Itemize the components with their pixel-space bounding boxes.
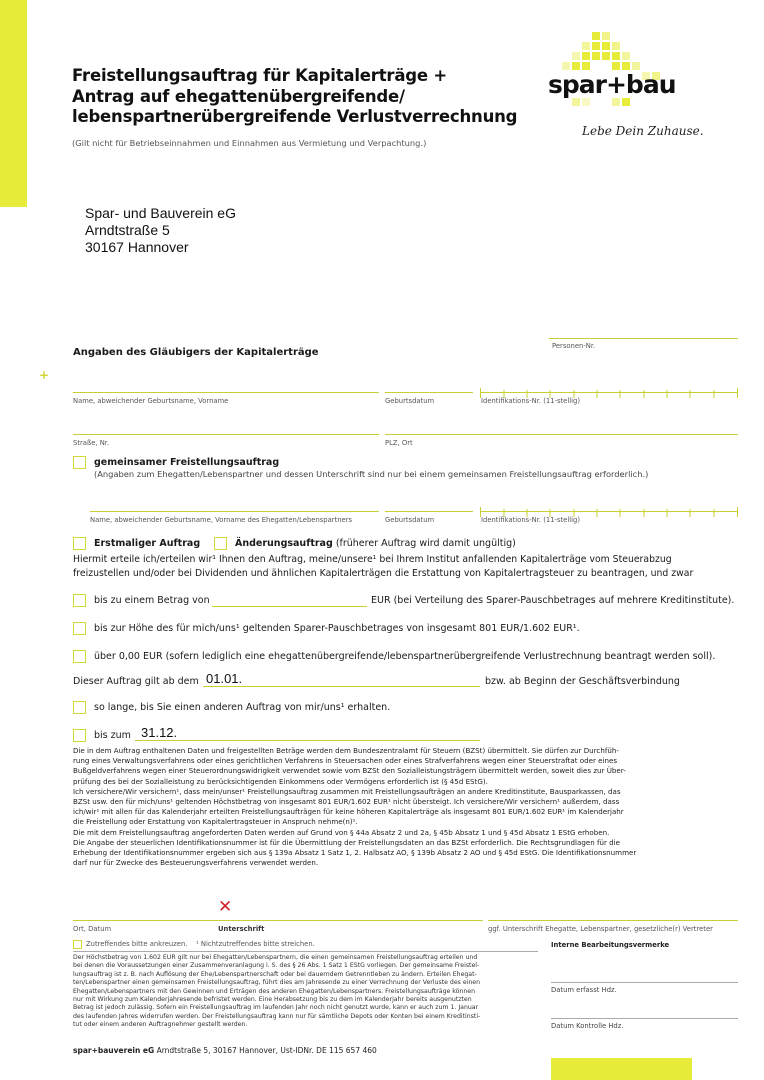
legal-line: BZSt usw. den für mich/uns¹ geltenden Höchstbetrag von insgesamt 801 EUR/1.602 EUR¹ nicht übersteigt. Ich versichere/Wir versichern¹ außerdem, dass bbox=[73, 797, 620, 807]
id-number-ticks bbox=[480, 383, 738, 393]
place-date-label: Ort, Datum bbox=[73, 925, 112, 933]
validity-start-value[interactable]: 01.01. bbox=[206, 671, 243, 686]
spouse-name-label: Name, abweichender Geburtsname, Vorname des Ehegatten/Lebenspartners bbox=[90, 516, 353, 524]
footer bbox=[73, 1046, 377, 1055]
validity-prefix: Dieser Auftrag gilt ab dem bbox=[73, 676, 199, 687]
title-line-2: Antrag auf ehegattenübergreifende/ bbox=[72, 86, 405, 106]
until-date-prefix: bis zum bbox=[94, 730, 131, 741]
name-field[interactable] bbox=[73, 392, 379, 393]
side-accent-bar bbox=[0, 0, 27, 207]
amount-field[interactable] bbox=[212, 606, 367, 607]
amount-option-suffix: EUR (bei Verteilung des Sparer-Pauschbetrages auf mehrere Kreditinstitute). bbox=[371, 595, 735, 606]
zero-amount-checkbox[interactable] bbox=[73, 650, 86, 663]
recipient-line-1: Spar- und Bauverein eG bbox=[85, 205, 236, 221]
birthdate-field[interactable] bbox=[385, 392, 473, 393]
joint-order-label: gemeinsamer Freistellungsauftrag bbox=[94, 457, 280, 468]
amount-option-prefix: bis zu einem Betrag von bbox=[94, 595, 210, 606]
legal-line: Erhebung der Identifikationsnummer ergeben sich aus § 139a Absatz 1 Satz 1, 2. Halbsatz AO, § 139b Absatz 2 AO und § 45d EStG. Die Identifikationsnummer bbox=[73, 848, 637, 858]
strike-note: ¹ Nichtzutreffendes bitte streichen. bbox=[196, 940, 315, 948]
signature-label: Unterschrift bbox=[218, 925, 265, 933]
until-date-checkbox[interactable] bbox=[73, 729, 86, 742]
legal-line: darf nur für Zwecke des Besteuerungsverfahrens verwendet werden. bbox=[73, 858, 319, 868]
plz-label: PLZ, Ort bbox=[385, 439, 413, 447]
note-line: ten/Lebenspartner einen gemeinsamen Freistellungsauftrag, führt dies am Jahresende zu einer Verrechnung der Verluste des einen bbox=[73, 979, 481, 987]
notes-small-text bbox=[73, 954, 538, 1030]
change-order-text bbox=[235, 538, 516, 549]
checked-label: Datum Kontrolle Hdz. bbox=[551, 1022, 624, 1030]
recipient-address bbox=[85, 205, 236, 256]
first-order-checkbox[interactable] bbox=[73, 537, 86, 550]
name-label: Name, abweichender Geburtsname, Vorname bbox=[73, 397, 229, 405]
recipient-line-2: Arndtstraße 5 bbox=[85, 222, 170, 238]
legal-line: prüfung des bei der Sozialleistung zu berücksichtigenden Einkommens oder Vermögens erforderlich ist (§ 45d EStG). bbox=[73, 776, 488, 786]
brand-logo: spar+bau bbox=[548, 70, 676, 99]
first-order-label: Erstmaliger Auftrag bbox=[94, 538, 201, 549]
validity-end-value[interactable]: 31.12. bbox=[141, 725, 178, 740]
legend-checkbox-icon bbox=[73, 940, 82, 949]
note-line: tut oder einem anderen Auftragnehmer gestellt werden. bbox=[73, 1021, 248, 1029]
plz-field[interactable] bbox=[385, 434, 738, 435]
legal-line: Die mit dem Freistellungsauftrag angeforderten Daten werden auf Grund von § 44a Absatz 2 und 2a, § 45b Absatz 1 und § 45d Absatz 1 EStG erhoben. bbox=[73, 827, 610, 837]
zero-amount-label: über 0,00 EUR (sofern lediglich eine ehegattenübergreifende/lebenspartnerübergreifende Verlustrechnung beantragt werden soll). bbox=[94, 651, 716, 662]
title-line-1: Freistellungsauftrag für Kapitalerträge + bbox=[72, 66, 448, 85]
legal-text bbox=[73, 746, 743, 868]
street-label: Straße, Nr. bbox=[73, 439, 110, 447]
id-number-label: Identifikations-Nr. (11-stellig) bbox=[481, 397, 580, 405]
signature-field[interactable] bbox=[73, 920, 483, 921]
note-line: Betrag ist jedoch zulässig. Sofern ein Freistellungsauftrag im laufenden Jahr noch nicht genutzt wurde, kann er auch zum 1. Januar bbox=[73, 1004, 479, 1012]
full-amount-label: bis zur Höhe des für mich/uns¹ geltenden Sparer-Pauschbetrages von insgesamt 801 EUR/1.602 EUR¹. bbox=[94, 623, 580, 634]
title-line-3: lebenspartnerübergreifende Verlustverrechnung bbox=[72, 107, 518, 126]
spouse-birthdate-field[interactable] bbox=[385, 511, 473, 512]
note-line: des laufenden Jahres widerrufen werden. Der Freistellungsauftrag kann nur für sämtliche Depots oder Konten bei einem Kreditinsti- bbox=[73, 1012, 481, 1020]
plus-mark-icon: + bbox=[39, 368, 50, 382]
legal-line: Die Angabe der steuerlichen Identifikationsnummer ist für die Übermittlung der Freistellungsdaten an das BZSt erforderlich. Die Rechtsgrundlagen für die bbox=[73, 837, 620, 847]
tick-note: Zutreffendes bitte ankreuzen. bbox=[86, 940, 188, 948]
personen-nr-field[interactable] bbox=[549, 338, 738, 339]
legal-line: Die in dem Auftrag enthaltenen Daten und freigestellten Beträge werden dem Bundeszentralamt für Steuern (BZSt) übermittelt. Sie dürfen zur Durchfüh- bbox=[73, 746, 619, 755]
until-revoked-checkbox[interactable] bbox=[73, 701, 86, 714]
validity-suffix: bzw. ab Beginn der Geschäftsverbindung bbox=[485, 676, 680, 687]
note-line: bei denen die Voraussetzungen einer Zusammenveranlagung i. S. des § 26 Abs. 1 Satz 1 EStG vorliegen. Der gemeinsame Freistel- bbox=[73, 962, 480, 970]
change-order-checkbox[interactable] bbox=[214, 537, 227, 550]
brand-slogan: Lebe Dein Zuhause. bbox=[582, 124, 704, 138]
notes-divider bbox=[73, 951, 538, 952]
entered-label: Datum erfasst Hdz. bbox=[551, 986, 617, 994]
spouse-id-ticks bbox=[480, 502, 738, 512]
intro-line-2: freizustellen und/oder bei Dividenden und ähnlichen Kapitalerträgen die Erstattung von Kapitalertragsteuer zu beantragen, und zwar bbox=[73, 568, 694, 579]
entered-field[interactable] bbox=[551, 982, 738, 983]
form-subtitle: (Gilt nicht für Betriebseinnahmen und Einnahmen aus Vermietung und Verpachtung.) bbox=[72, 138, 427, 148]
legal-line: die Freistellung oder Erstattung von Kapitalertragsteuer in Anspruch nehme(n)¹. bbox=[73, 817, 358, 827]
legal-line: ich/wir¹ mit allen für das Kalenderjahr erteilten Freistellungsaufträgen für keine höheren Kapitalerträge als insgesamt 801 EUR/1.602 EUR¹ im Kalenderjahr bbox=[73, 807, 624, 817]
intro-text bbox=[73, 553, 693, 581]
spouse-birthdate-label: Geburtsdatum bbox=[385, 516, 435, 524]
footer-address: Arndtstraße 5, 30167 Hannover, Ust-IDNr. DE 115 657 460 bbox=[156, 1046, 377, 1055]
recipient-line-3: 30167 Hannover bbox=[85, 239, 189, 255]
footer-brand: spar+bauverein eG bbox=[73, 1046, 155, 1055]
until-revoked-label: so lange, bis Sie einen anderen Auftrag von mir/uns¹ erhalten. bbox=[94, 702, 391, 713]
legal-line: Bußgeldverfahrens wegen einer Steuerordnungswidrigkeit verwendet sowie vom BZSt den Sozialleistungsträgern übermittelt werden, soweit dies zur Über- bbox=[73, 766, 626, 776]
footer-accent-bar bbox=[551, 1058, 692, 1080]
street-field[interactable] bbox=[73, 434, 379, 435]
change-order-label: Änderungsauftrag bbox=[235, 538, 333, 549]
personen-nr-label: Personen-Nr. bbox=[552, 342, 596, 350]
spouse-signature-label: ggf. Unterschrift Ehegatte, Lebenspartner, gesetzliche(r) Vertreter bbox=[488, 925, 713, 933]
form-title bbox=[72, 66, 517, 128]
full-amount-checkbox[interactable] bbox=[73, 622, 86, 635]
joint-order-checkbox[interactable] bbox=[73, 456, 86, 469]
creditor-section-title: Angaben des Gläubigers der Kapitalerträge bbox=[73, 347, 319, 358]
validity-start-field bbox=[203, 686, 480, 687]
spouse-signature-field[interactable] bbox=[488, 920, 738, 921]
validity-end-field bbox=[135, 740, 480, 741]
note-line: lungsauftrag ist z. B. nach Auflösung der Ehe/Lebenspartnerschaft oder bei dauerndem Getrenntleben zu ändern. Erteilen Ehegat- bbox=[73, 970, 477, 978]
legal-line: Ich versichere/Wir versichern¹, dass mein/unser¹ Freistellungsauftrag zusammen mit Freistellungsaufträgen an andere Kreditinstitute, Bausparkassen, das bbox=[73, 786, 621, 796]
note-line: Der Höchstbetrag von 1.602 EUR gilt nur bei Ehegatten/Lebenspartnern, die einen gemeinsamen Freistellungsauftrag erteilen und bbox=[73, 954, 478, 961]
note-line: Ehegatten/Lebenspartners mit den Gewinnen und Erträgen des anderen Ehegatten/Lebenspartners. Freistellungsaufträge können bbox=[73, 987, 475, 995]
note-line: nur mit Wirkung zum Kalenderjahresende befristet werden. Eine Herabsetzung bis zu dem im Kalenderjahr bereits ausgenutzten bbox=[73, 996, 472, 1004]
internal-notes-title: Interne Bearbeitungsvermerke bbox=[551, 941, 670, 949]
birthdate-label: Geburtsdatum bbox=[385, 397, 435, 405]
change-order-note: (früherer Auftrag wird damit ungültig) bbox=[335, 538, 516, 549]
checked-field[interactable] bbox=[551, 1018, 738, 1019]
intro-line-1: Hiermit erteile ich/erteilen wir¹ Ihnen den Auftrag, meine/unsere¹ bei Ihrem Institut anfallenden Kapitalerträge vom Steuerabzug bbox=[73, 554, 672, 565]
amount-option-checkbox[interactable] bbox=[73, 594, 86, 607]
legal-line: rung eines Verwaltungsverfahrens oder eines gerichtlichen Verfahrens in Steuersachen oder eines Strafverfahrens wegen einer Steuerstraftat oder eines bbox=[73, 756, 618, 766]
spouse-id-label: Identifikations-Nr. (11-stellig) bbox=[481, 516, 580, 524]
signature-mark-icon: ✕ bbox=[218, 897, 233, 917]
joint-order-note: (Angaben zum Ehegatten/Lebenspartner und dessen Unterschrift sind nur bei einem gemeinsamen Freistellungsauftrag erforderlich.) bbox=[94, 469, 649, 479]
spouse-name-field[interactable] bbox=[90, 511, 379, 512]
